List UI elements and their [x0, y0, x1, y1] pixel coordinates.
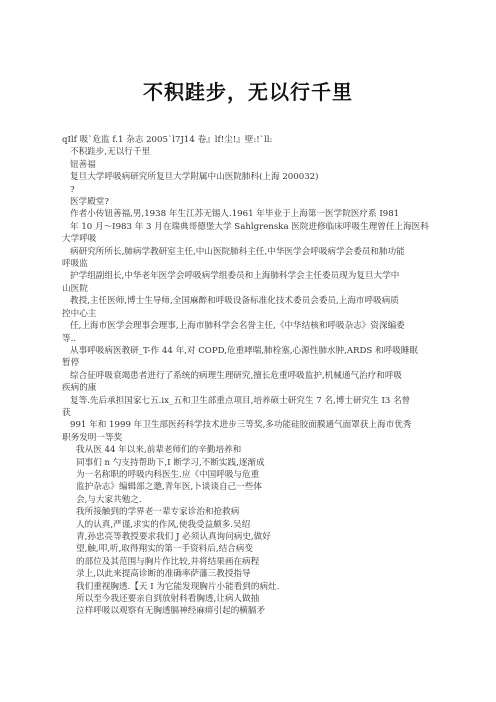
- body-line: 我所接触到的学界老一辈专家诊治和抢救病: [76, 507, 240, 518]
- body-line: 的部位及其范围与胸片作比较,并将结果画在病程: [76, 556, 260, 567]
- body-line: 我们重视胸透.【天 I 为它能发现胸片小能看到的病灶.: [76, 581, 280, 592]
- body-line: 年 10 月〜I983 年 3 月在瑞典哥德堡大学 Sahlgrenska 医院进修临床呼吸生理曾任上海医科: [70, 221, 429, 232]
- body-line: 控中心主: [62, 308, 97, 319]
- body-line: 山医院: [62, 283, 88, 294]
- body-line: 护学组副组长,中华老年医学会呼吸病学组委员和上海肺科学会主任委员现为复旦大学中: [70, 271, 400, 282]
- body-line: 医学殿堂?: [70, 197, 109, 208]
- body-line: 为一名称职的呼吸内科医生.应《中国呼吸与危重: [76, 469, 260, 480]
- body-line: 作者小传钮善福,男,1938 年生江苏无锡人.1961 年毕业于上海第一医学院医疗系 I981: [70, 209, 400, 220]
- body-line: 望,触,叩,听,取得翔实的第一手资料后,结合病变: [76, 544, 253, 555]
- body-line: 泣样呼吸以观察有无胸透膈神经麻痹引起的横膈矛: [76, 606, 266, 617]
- body-line: 录上,以此来提高诊断的准确率萨藩三教授指导: [76, 569, 251, 580]
- body-line: 青,孙忠亮等教授要求我们 J 必须认真询问病史,做好: [76, 532, 271, 542]
- body-line: 我从医 44 年以来,前辈老师们的辛勤培养和: [76, 445, 242, 456]
- document-body: [62, 134, 438, 618]
- body-line: 职务发明一等奖: [62, 432, 123, 443]
- body-line: ?: [70, 184, 75, 195]
- body-line: 呼吸监: [62, 259, 88, 270]
- body-line: 会,与大家共勉之.: [76, 494, 142, 505]
- body-line: 监护杂志》编辑部之邀,青年医,卜谈谈自己一些体: [76, 482, 262, 493]
- body-line: qIlf 吸`危监 f.1 杂志 2005`l7J14 卷』lf!尘!』壁:!`ll:: [62, 135, 273, 145]
- body-line: 教授,主任医师,博士生导师,全国麻醉和呼吸设备标准化技术委员会委员,上海市呼吸病质: [70, 296, 399, 307]
- body-line: 991 年和 1999 年卫生部医药科学技术进步三等奖,多功能硅胶面膜通气面罩获上海市优秀: [70, 420, 412, 431]
- body-line: 获: [62, 407, 71, 418]
- body-line: 复等.先后承担国家七五.ix_五和卫生部重点项目,培养硕士研究生 7 名,博士研究生 I3 名曾: [70, 395, 411, 406]
- body-line: 任,上海市医学会理事会理事,上海市肺科学会名誉主任,《中华结核和呼吸杂志》资深编委: [70, 321, 405, 332]
- body-line: 暂停: [62, 358, 80, 369]
- body-line: 所以至今我还要亲自到放射科看胸透,让病人做抽: [76, 594, 260, 605]
- body-line: 从事呼吸病医教研_T-作 44 年,对 COPD,危重哮喘,肺栓塞,心源性肺水肿,ARDS 和呼吸睡眠: [70, 345, 419, 356]
- body-line: 同事们 n 勺支持帮助下,I 断学习,不断实践,逐渐成: [76, 457, 265, 468]
- body-line: 病研究所所长,肺病学教研室主任,中山医院肺科主任,中华医学会呼吸病学会委员和肺功能: [70, 246, 405, 257]
- document-title: 不积跬步，无以行千里: [143, 80, 353, 104]
- body-line: 不积跬步,无以行千里: [70, 147, 151, 158]
- body-line: 疾病的康: [62, 383, 97, 394]
- body-line: 等..: [62, 333, 77, 344]
- body-line: 人的认真,严谨,求实的作风,使我受益颇多.吴绍: [76, 519, 251, 530]
- body-line: 综合征呼吸衰竭患者进行了系统的病理生理研究,擅长危重呼吸监护,机械通气治疗和呼吸: [70, 370, 403, 381]
- body-line: 钮善福: [70, 159, 96, 170]
- body-line: 复旦大学呼吸病研究所复旦大学附属中山医院肺科(上海 200032): [70, 172, 319, 183]
- body-line: 大学呼吸: [62, 234, 97, 245]
